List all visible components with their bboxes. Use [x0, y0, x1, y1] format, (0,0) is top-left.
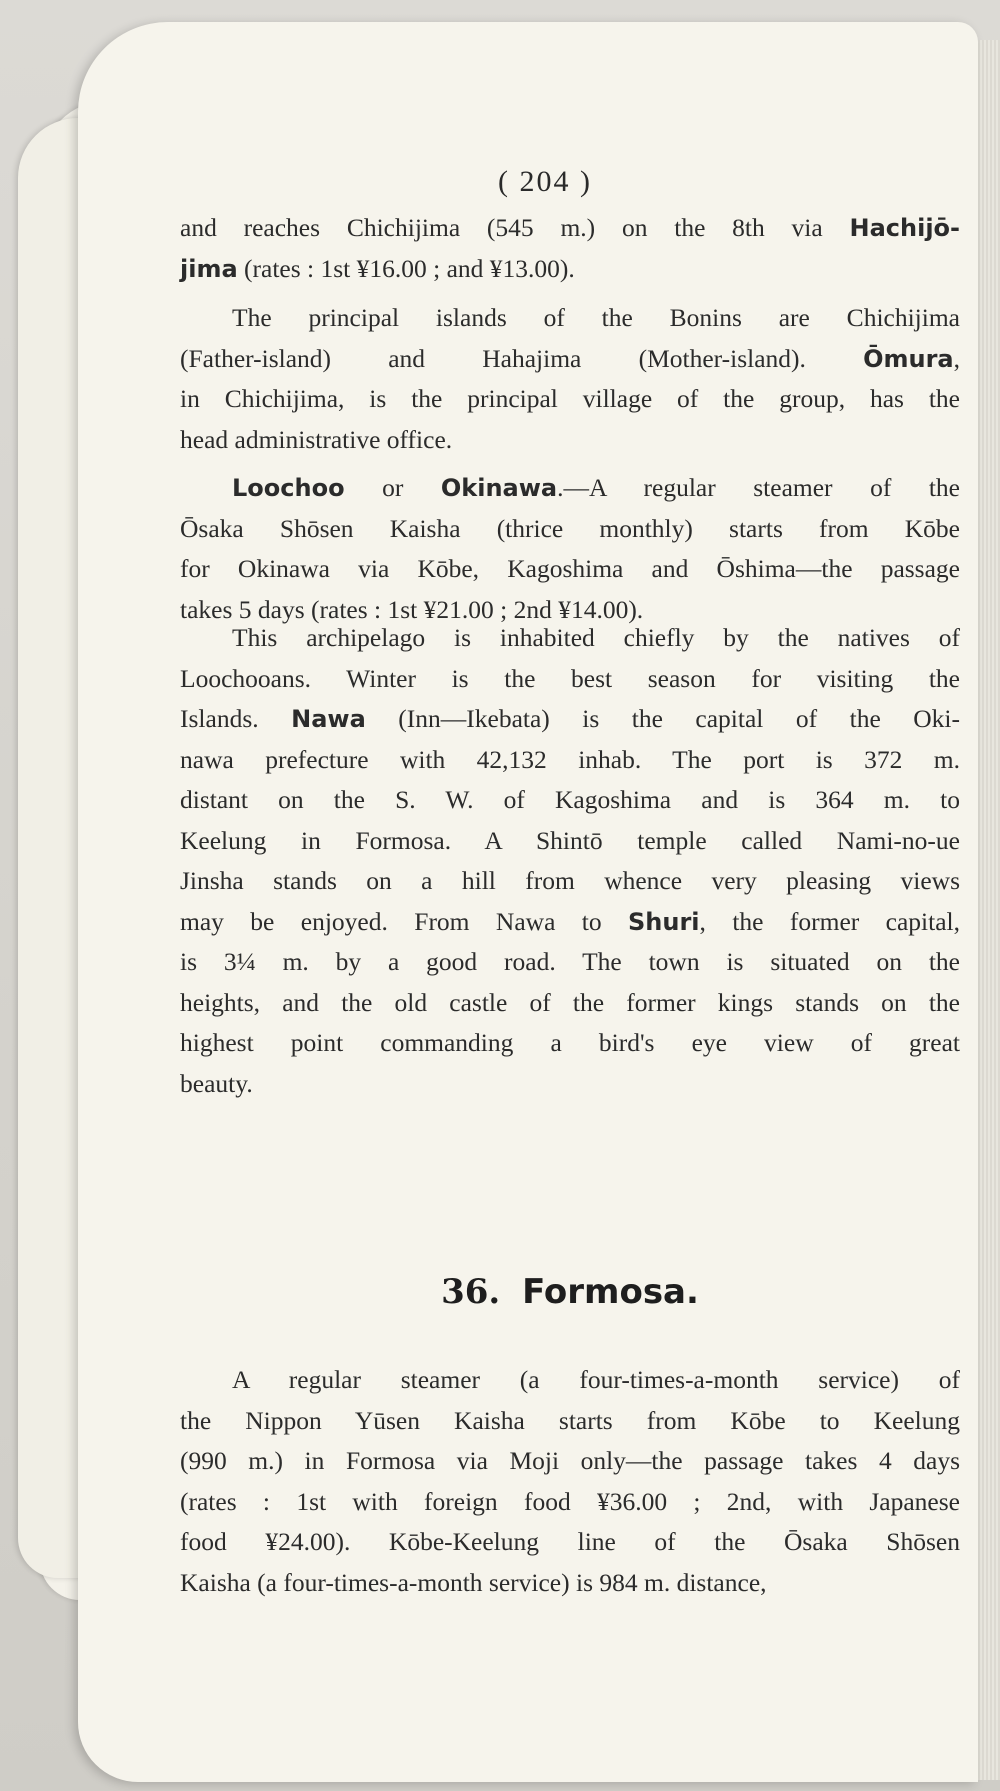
- place-name: Okinawa: [440, 474, 558, 502]
- paragraph-loochoo-description: [180, 618, 960, 1104]
- text-line: highest point commanding a bird's eye view of great: [180, 1028, 960, 1057]
- text-line: takes 5 days (rates : 1st ¥21.00 ; 2nd ¥14.00).: [180, 594, 644, 624]
- text-line: the Nippon Yūsen Kaisha starts from Kōbe to Keelung: [180, 1405, 960, 1435]
- text-line: nawa prefecture with 42,132 inhab. The port is 372 m.: [180, 744, 960, 774]
- text-line: The principal islands of the Bonins are Chichijima: [232, 303, 960, 332]
- place-name: Hachijō-: [849, 214, 960, 242]
- page-number: ( 204 ): [498, 165, 592, 198]
- text-line: Loochoo or Okinawa.—A regular steamer of the: [232, 473, 960, 502]
- text-line: heights, and the old castle of the former kings stands on the: [180, 987, 960, 1017]
- section-number: 36.: [441, 1272, 501, 1312]
- text-line: Kaisha (a four-times-a-month service) is 984 m. distance,: [180, 1567, 767, 1597]
- text-line: (990 m.) in Formosa via Moji only—the passage takes 4 days: [180, 1446, 960, 1475]
- place-name: Nawa: [291, 705, 366, 733]
- text-line: (Father-island) and Hahajima (Mother-island). Ōmura,: [180, 343, 960, 373]
- text-line: beauty.: [180, 1068, 253, 1098]
- text-line: jima (rates : 1st ¥16.00 ; and ¥13.00).: [180, 253, 575, 283]
- section-heading-formosa: [180, 1272, 960, 1312]
- text-line: and reaches Chichijima (545 m.) on the 8th via Hachijō-: [180, 213, 960, 242]
- text-line: may be enjoyed. From Nawa to Shuri, the former capital,: [180, 906, 960, 936]
- place-name: Loochoo: [232, 474, 345, 502]
- paragraph-formosa-steamer: [180, 1360, 960, 1603]
- text-line: head administrative office.: [180, 424, 453, 454]
- text-line: Ōsaka Shōsen Kaisha (thrice monthly) starts from Kōbe: [180, 513, 960, 543]
- section-title: Formosa.: [522, 1272, 699, 1312]
- text-line: Loochooans. Winter is the best season for visiting the: [180, 663, 960, 693]
- paragraph-bonins-islands: [180, 298, 960, 460]
- place-name: jima: [180, 254, 238, 283]
- paragraph-bonins-route: [180, 208, 960, 289]
- text-line: Islands. Nawa (Inn—Ikebata) is the capital of the Oki-: [180, 704, 961, 733]
- text-line: (rates : 1st with foreign food ¥36.00 ; 2nd, with Japanese: [180, 1486, 960, 1516]
- text-line: for Okinawa via Kōbe, Kagoshima and Ōshima—the passage: [180, 554, 960, 583]
- paragraph-loochoo-steamer: [180, 468, 960, 630]
- text-line: food ¥24.00). Kōbe-Keelung line of the Ōsaka Shōsen: [180, 1527, 960, 1556]
- place-name: Shuri: [628, 907, 700, 936]
- text-line: in Chichijima, is the principal village of the group, has the: [180, 384, 960, 413]
- text-line: distant on the S. W. of Kagoshima and is 364 m. to: [180, 785, 960, 814]
- text-line: Jinsha stands on a hill from whence very pleasing views: [180, 866, 960, 895]
- text-line: This archipelago is inhabited chiefly by the natives of: [232, 623, 960, 652]
- text-line: A regular steamer (a four-times-a-month service) of: [232, 1365, 960, 1394]
- text-line: is 3¼ m. by a good road. The town is situated on the: [180, 947, 960, 976]
- place-name: Ōmura: [863, 344, 954, 373]
- text-line: Keelung in Formosa. A Shintō temple called Nami-no-ue: [180, 825, 960, 855]
